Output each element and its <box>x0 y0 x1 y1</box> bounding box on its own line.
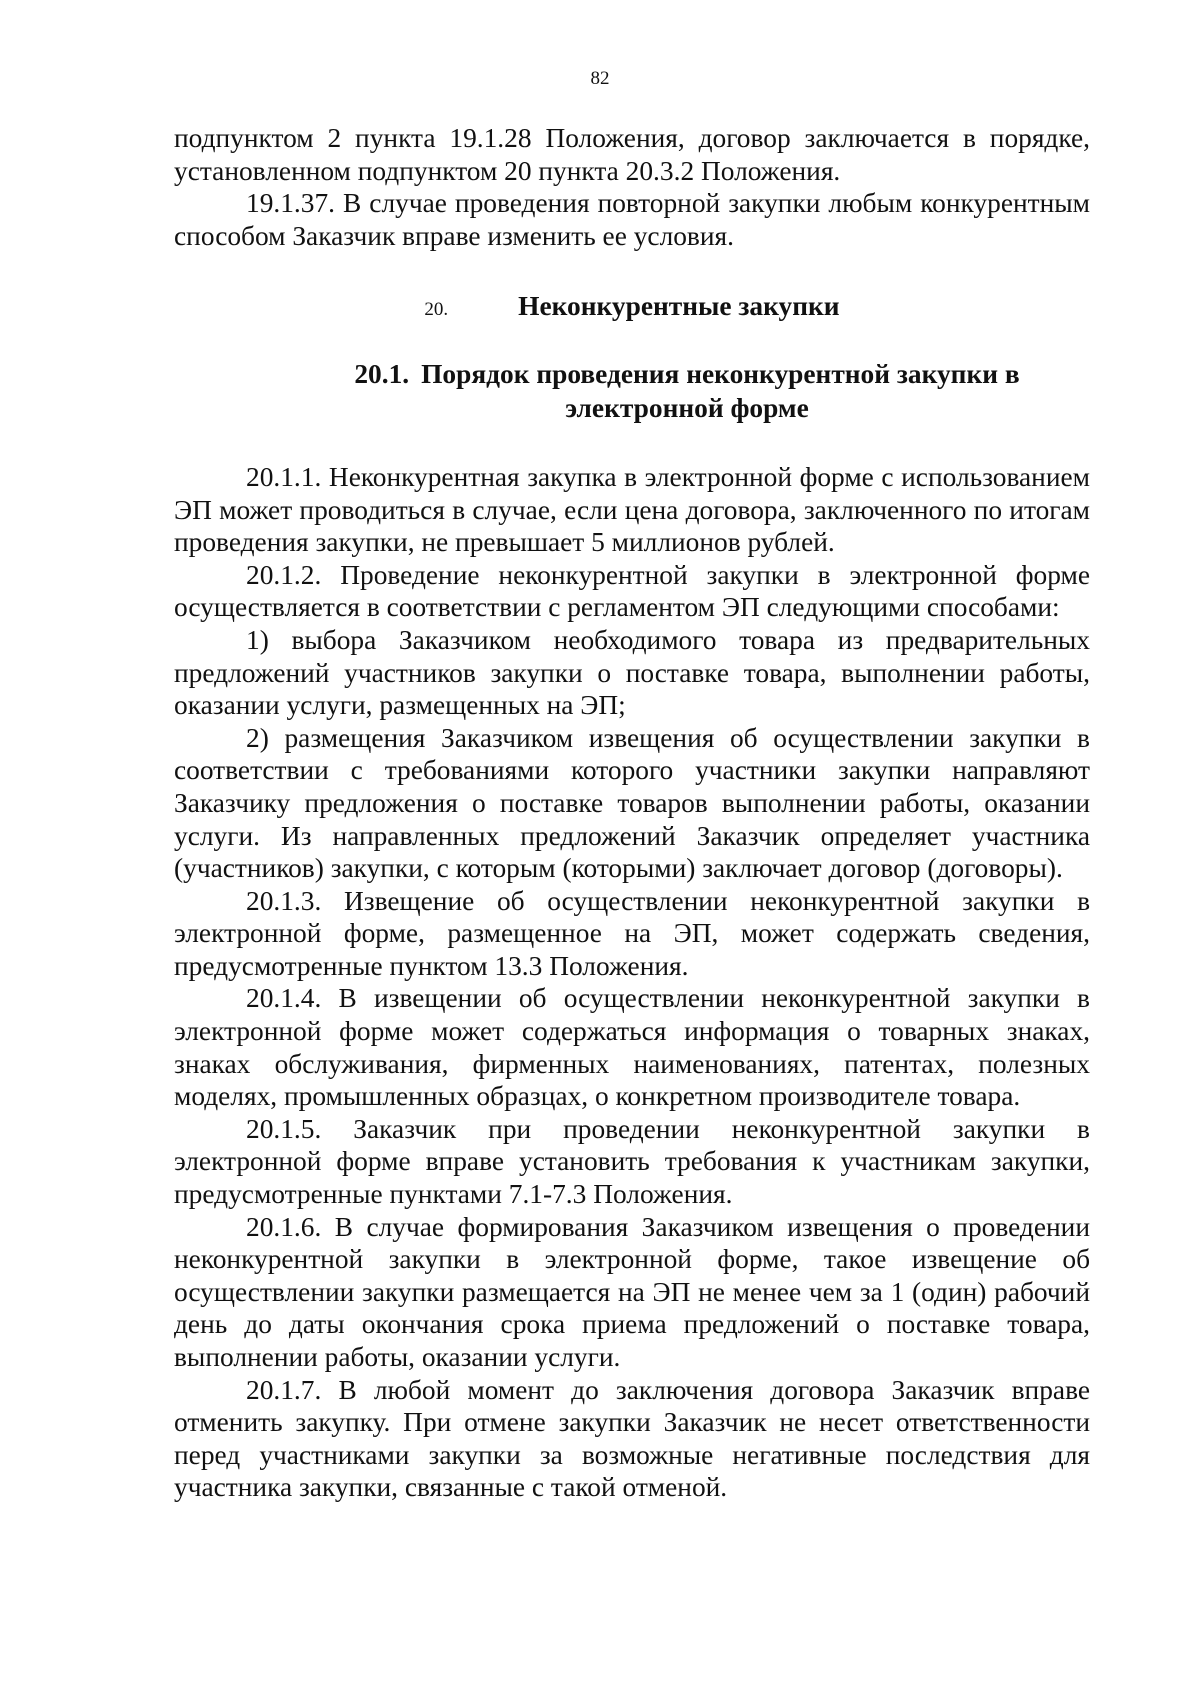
list-item-1: 1) выбора Заказчиком необходимого товара из предварительных предложений участников закупки о поставке товара, выполнении работы, оказании услуги, размещенных на ЭП; <box>174 624 1090 721</box>
paragraph-continuation: подпунктом 2 пункта 19.1.28 Положения, договор заключается в порядке, установленном подпунктом 20 пункта 20.3.2 Положения. <box>174 123 1090 186</box>
list-item-2: 2) размещения Заказчиком извещения об осуществлении закупки в соответствии с требованиями которого участники закупки направляют Заказчику предложения о поставке товаров выполнении работы, оказании услуги. Из направленных предложений Заказчик определяет участника (участников) закупки, с которым (которыми) заключает договор (договоры). <box>174 722 1090 884</box>
paragraph-20-1-1: 20.1.1. Неконкурентная закупка в электронной форме с использованием ЭП может проводиться в случае, если цена договора, заключенного по итогам проведения закупки, не превышает 5 миллионов рублей. <box>174 461 1090 558</box>
paragraph-20-1-7: 20.1.7. В любой момент до заключения договора Заказчик вправе отменить закупку. При отмене закупки Заказчик не несет ответственности перед участниками закупки за возможные негативные последствия для участника закупки, связанные с такой отменой. <box>174 1374 1090 1503</box>
paragraph-20-1-4: 20.1.4. В извещении об осуществлении неконкурентной закупки в электронной форме может содержаться информация о товарных знаках, знаках обслуживания, фирменных наименованиях, патентах, полезных моделях, промышленных образцах, о конкретном производителе товара. <box>174 983 1090 1112</box>
section-number: 20. <box>424 299 449 321</box>
paragraph-19-1-37: 19.1.37. В случае проведения повторной закупки любым конкурентным способом Заказчик вправе изменить ее условия. <box>174 188 1090 251</box>
section-heading <box>174 290 1090 327</box>
paragraph-20-1-3: 20.1.3. Извещение об осуществлении неконкурентной закупки в электронной форме, размещенное на ЭП, может содержать сведения, предусмотренные пунктом 13.3 Положения. <box>174 885 1090 981</box>
subsection-heading <box>174 357 1090 425</box>
paragraph-20-1-5: 20.1.5. Заказчик при проведении неконкурентной закупки в электронной форме вправе установить требования к участникам закупки, предусмотренные пунктами 7.1-7.3 Положения. <box>174 1113 1090 1210</box>
paragraph-20-1-2: 20.1.2. Проведение неконкурентной закупки в электронной форме осуществляется в соответствии с регламентом ЭП следующими способами: <box>174 559 1090 623</box>
subsection-number: 20.1. <box>354 358 410 389</box>
section-title: Неконкурентные закупки <box>518 291 840 322</box>
paragraph-20-1-6: 20.1.6. В случае формирования Заказчиком извещения о проведении неконкурентной закупки в электронной форме, такое извещение об осуществлении закупки размещается на ЭП не менее чем за 1 (один) рабочий день до даты окончания срока приема предложений о поставке товара, выполнении работы, оказании услуги. <box>174 1211 1090 1372</box>
document-body <box>174 122 1090 1504</box>
subsection-title: Порядок проведения неконкурентной закупки в электронной форме <box>421 358 1020 423</box>
page-number: 82 <box>590 68 610 89</box>
